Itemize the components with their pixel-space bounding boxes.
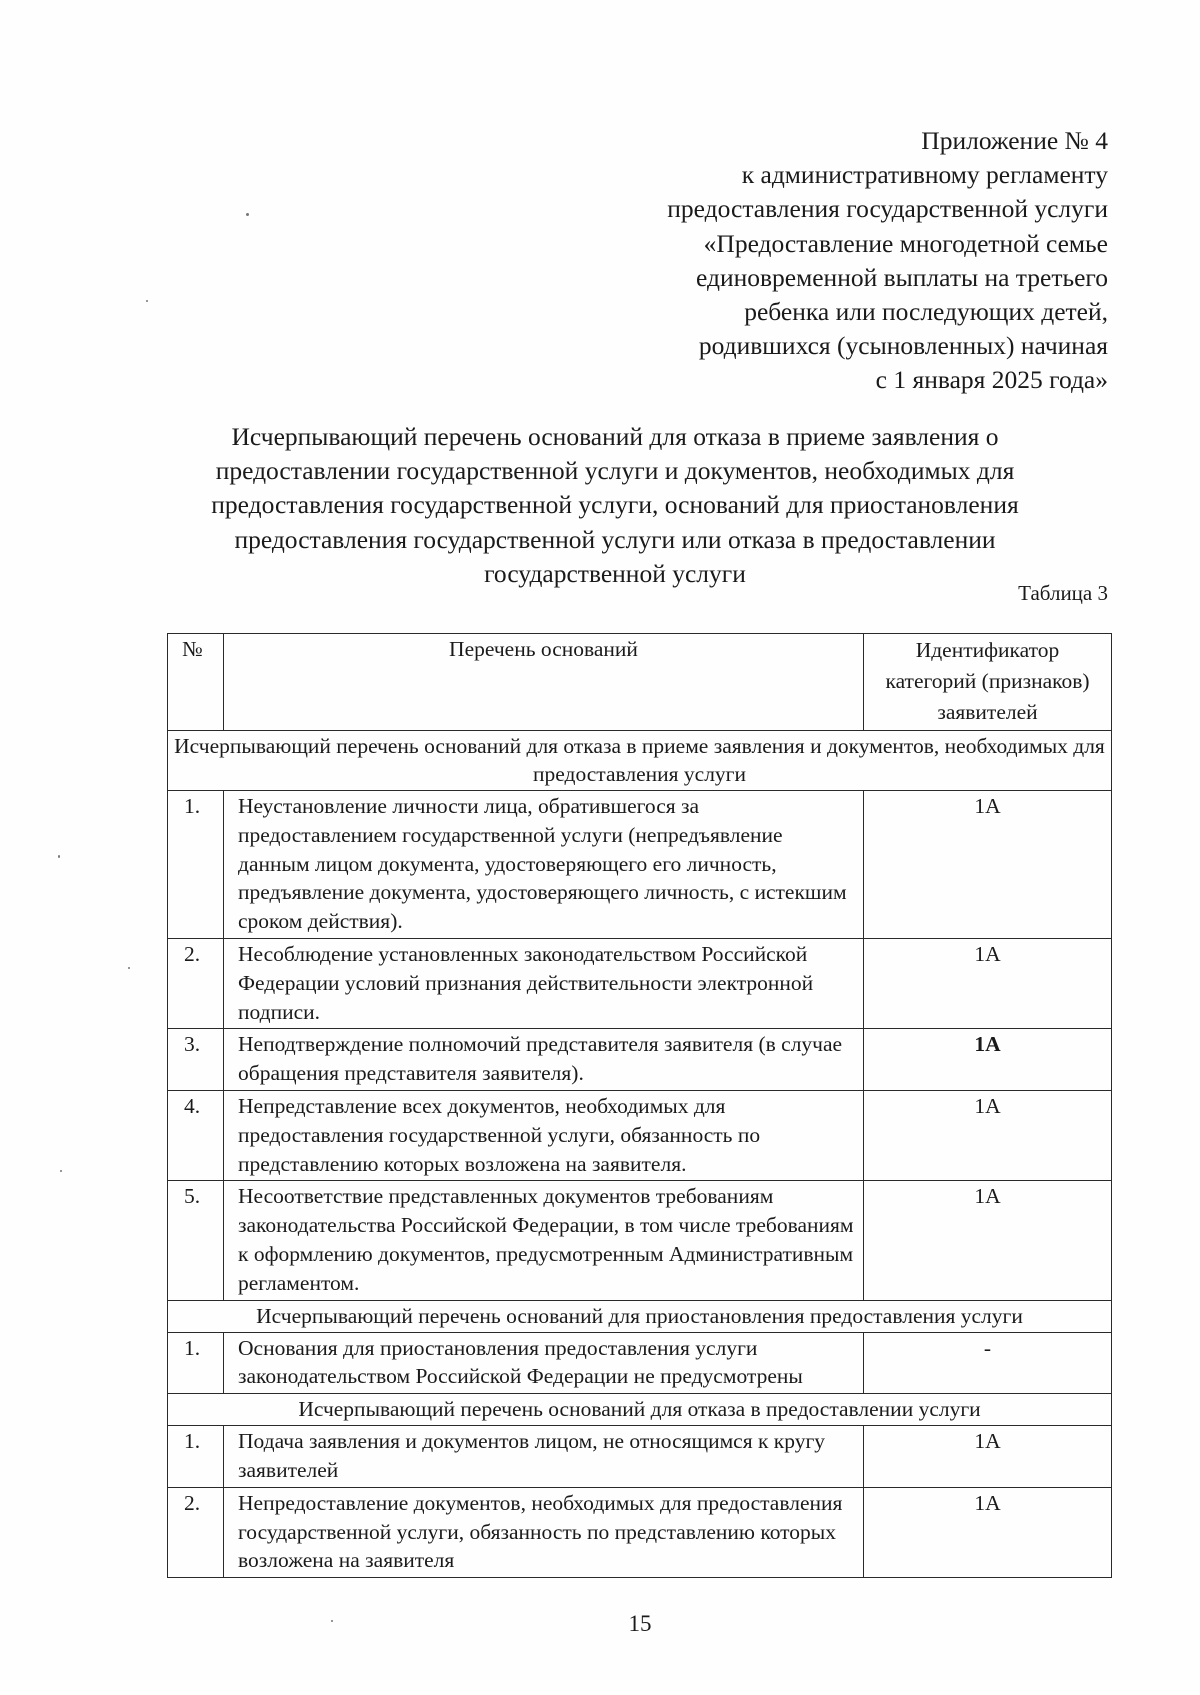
title-line: Исчерпывающий перечень оснований для отказа в приеме заявления о [231,422,999,451]
row-number: 1. [168,791,224,939]
table-row [168,1029,1112,1091]
section-title: Исчерпывающий перечень оснований для отказа в приеме заявления и документов, необходимых для предоставления услуги [168,731,1112,791]
row-ground-text: Непредставление всех документов, необходимых для предоставления государственной услуги, обязанность по представлению которых возложена на заявителя. [224,1090,864,1180]
grounds-table [167,633,1112,1578]
row-ground-text: Несоответствие представленных документов требованиям законодательства Российской Федерации, в том числе требованиям к оформлению документов, предусмотренным Административным регламентом. [224,1181,864,1300]
scan-speck [128,967,130,969]
title-line: государственной услуги [484,558,746,588]
appendix-line: ребенка или последующих детей, [744,297,1108,327]
row-identifier: 1А [864,1426,1112,1488]
appendix-line: родившихся (усыновленных) начиная [698,331,1108,361]
title-line: предоставления государственной услуги или отказа в предоставлении [234,524,996,554]
scan-speck [58,855,60,858]
header-number: № [168,634,224,731]
appendix-line: единовременной выплаты на третьего [695,262,1108,292]
row-ground-text: Несоблюдение установленных законодательством Российской Федерации условий признания действительности электронной подписи. [224,938,864,1028]
row-number: 2. [168,1487,224,1577]
title-line: предоставлении государственной услуги и документов, необходимых для [215,456,1015,486]
row-identifier: 1А [864,1487,1112,1577]
row-ground-text: Непредоставление документов, необходимых для предоставления государственной услуги, обязанность по представлению которых возложена на заявителя [224,1487,864,1577]
title-line: предоставления государственной услуги, оснований для приостановления [211,490,1019,520]
table-row [168,1426,1112,1488]
section-row [168,1300,1112,1332]
row-identifier: 1А [864,1181,1112,1300]
appendix-line: к административному регламенту [741,160,1108,190]
table-row [168,1090,1112,1180]
scan-speck [331,1620,333,1622]
row-ground-text: Неподтверждение полномочий представителя заявителя (в случае обращения представителя заявителя). [224,1029,864,1091]
row-number: 1. [168,1426,224,1488]
row-number: 4. [168,1090,224,1180]
row-number: 1. [168,1332,224,1394]
table-row [168,1332,1112,1394]
header-grounds: Перечень оснований [224,634,864,731]
section-title: Исчерпывающий перечень оснований для приостановления предоставления услуги [168,1300,1112,1332]
table-row [168,1181,1112,1300]
section-title: Исчерпывающий перечень оснований для отказа в предоставлении услуги [168,1394,1112,1426]
appendix-header [548,124,1108,398]
row-number: 2. [168,938,224,1028]
header-identifier: Идентификатор категорий (признаков) заявителей [864,634,1112,731]
scan-speck [60,1170,62,1172]
table-header-row [168,634,1112,731]
row-number: 3. [168,1029,224,1091]
appendix-line: Приложение № 4 [921,126,1108,155]
row-number: 5. [168,1181,224,1300]
table-label: Таблица 3 [1018,581,1108,605]
appendix-line: «Предоставление многодетной семье [703,228,1108,258]
table-row [168,938,1112,1028]
row-identifier: 1А [864,1029,1112,1091]
row-identifier: 1А [864,1090,1112,1180]
row-identifier: 1А [864,791,1112,939]
scan-speck [146,300,148,302]
scan-speck [246,213,249,216]
section-row [168,731,1112,791]
appendix-line: с 1 января 2025 года» [875,365,1108,395]
table-row [168,791,1112,939]
table-row [168,1487,1112,1577]
row-ground-text: Основания для приостановления предоставления услуги законодательством Российской Федерации не предусмотрены [224,1332,864,1394]
section-row [168,1394,1112,1426]
row-identifier: 1А [864,938,1112,1028]
appendix-line: предоставления государственной услуги [667,194,1108,224]
document-title [150,420,1080,591]
row-identifier: - [864,1332,1112,1394]
row-ground-text: Неустановление личности лица, обратившегося за предоставлением государственной услуги (непредъявление данным лицом документа, удостоверяющего его личность, предъявление документа, удостоверяющего личность, с истекшим сроком действия). [224,791,864,939]
row-ground-text: Подача заявления и документов лицом, не относящимся к кругу заявителей [224,1426,864,1488]
page-number: 15 [628,1611,652,1636]
